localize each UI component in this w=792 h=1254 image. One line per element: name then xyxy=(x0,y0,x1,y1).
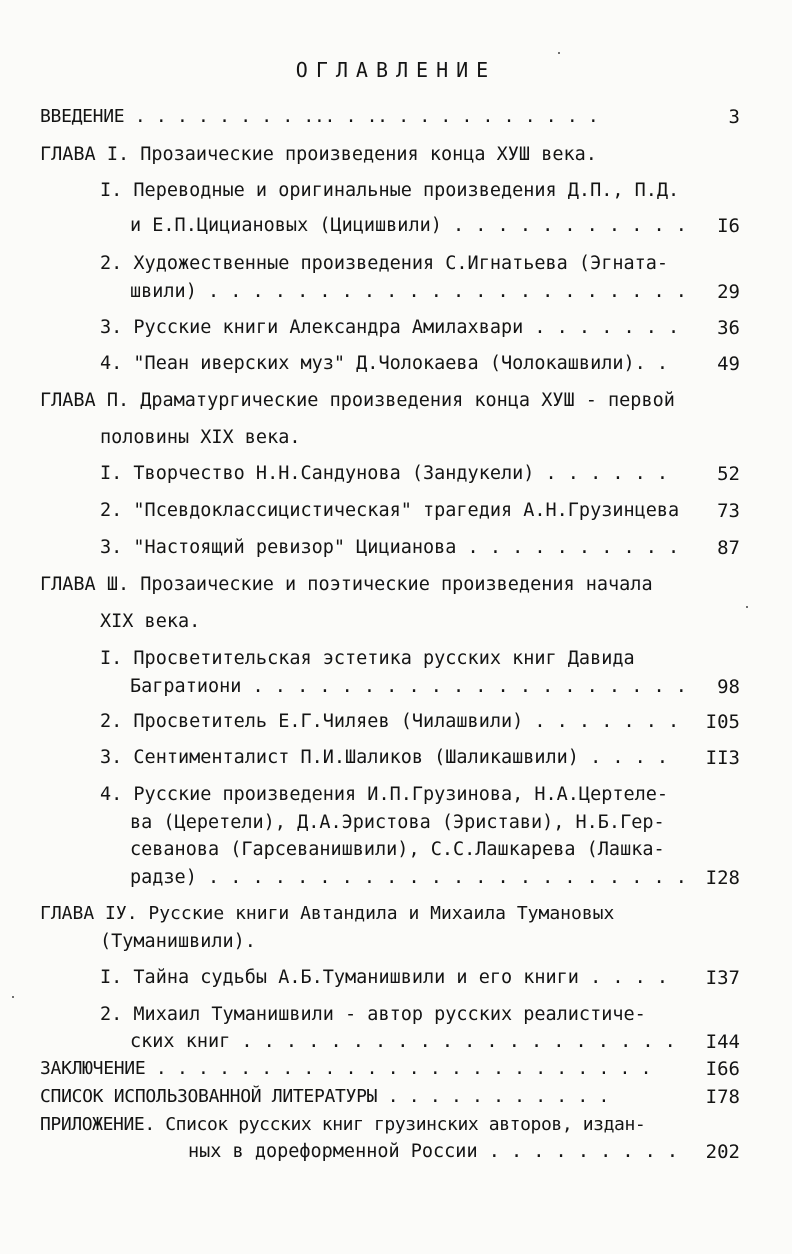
toc-ch4-section-2-page: I44 xyxy=(705,1031,740,1053)
scan-speck xyxy=(558,52,560,54)
toc-appendix: ПРИЛОЖЕНИЕ. Список русских книг грузинских авторов, издан- xyxy=(40,1114,646,1135)
toc-chapter-1: ГЛАВА I. Прозаические произведения конца ХУШ века. xyxy=(40,144,597,165)
toc-ch3-section-2: 2. Просветитель Е.Г.Чиляев (Чилашвили) . . . . . . . xyxy=(100,711,680,732)
toc-ch1-section-1: I. Переводные и оригинальные произведения Д.П., П.Д. xyxy=(100,180,680,201)
toc-chapter-4: ГЛАВА IУ. Русские книги Автандила и Михаила Тумановых xyxy=(40,903,615,924)
toc-ch2-section-1: I. Творчество Н.Н.Сандунова (Зандукели) . . . . . . xyxy=(100,463,669,484)
toc-ch1-section-4: 4. "Пеан иверских муз" Д.Чолокаева (Чолокашвили). . xyxy=(100,353,669,374)
toc-intro: ВВЕДЕНИЕ . . . . . . . . ... . .. . . . . . . . . . . xyxy=(40,106,599,127)
toc-ch3-section-4-cont-3: радзе) . . . . . . . . . . . . . . . . . . . . . . xyxy=(130,867,687,888)
toc-bibliography-page: I78 xyxy=(705,1086,740,1108)
toc-ch1-section-3-page: 36 xyxy=(717,317,740,339)
toc-ch1-section-2-cont: швили) . . . . . . . . . . . . . . . . . . . . . . xyxy=(130,281,687,302)
toc-ch3-section-1-page: 98 xyxy=(717,676,740,698)
page-title: ОГЛАВЛЕНИЕ xyxy=(295,58,497,82)
scan-speck xyxy=(12,996,14,998)
toc-ch3-section-4-page: I28 xyxy=(705,867,740,889)
toc-ch3-section-4: 4. Русские произведения И.П.Грузинова, Н.А.Цертеле- xyxy=(100,784,669,805)
toc-ch2-section-2: 2. "Псевдоклассицистическая" трагедия А.Н.Грузинцева xyxy=(100,500,680,521)
scan-speck xyxy=(746,606,748,608)
toc-ch3-section-2-page: I05 xyxy=(705,711,740,733)
toc-ch4-section-2: 2. Михаил Туманишвили - автор русских реалистиче- xyxy=(100,1004,646,1025)
toc-intro-page: 3 xyxy=(728,106,740,128)
toc-conclusion: ЗАКЛЮЧЕНИЕ . . . . . . . . . . . . . . . . . . . . . . . . xyxy=(40,1058,652,1079)
toc-ch1-section-2-page: 29 xyxy=(717,281,740,303)
toc-ch1-section-2: 2. Художественные произведения С.Игнатьева (Эгната- xyxy=(100,253,669,274)
toc-ch1-section-3: 3. Русские книги Александра Амилахвари . . . . . . . xyxy=(100,317,680,338)
toc-ch2-section-3: 3. "Настоящий ревизор" Цицианова . . . . . . . . . . xyxy=(100,537,680,558)
toc-conclusion-page: I66 xyxy=(705,1058,740,1080)
toc-ch2-section-3-page: 87 xyxy=(717,537,740,559)
toc-chapter-3-cont: XIX века. xyxy=(100,611,201,632)
toc-chapter-2: ГЛАВА П. Драматургические произведения конца ХУШ - первой xyxy=(40,390,675,411)
toc-chapter-4-cont: (Туманишвили). xyxy=(100,931,256,952)
toc-ch3-section-3: 3. Сентименталист П.И.Шаликов (Шаликашвили) . . . . xyxy=(100,747,669,768)
toc-ch1-section-1-page: I6 xyxy=(717,215,740,237)
toc-ch3-section-1: I. Просветительская эстетика русских книг Давида xyxy=(100,648,635,669)
toc-ch2-section-2-page: 73 xyxy=(717,500,740,522)
toc-ch4-section-2-cont: ских книг . . . . . . . . . . . . . . . . . . . . xyxy=(130,1031,676,1052)
toc-ch3-section-1-cont: Багратиони . . . . . . . . . . . . . . . . . . . . xyxy=(130,676,687,697)
toc-appendix-cont: ных в дореформенной России . . . . . . . . . xyxy=(188,1141,679,1162)
toc-ch3-section-4-cont-1: ва (Церетели), Д.А.Эристова (Эристави), Н.Б.Гер- xyxy=(130,812,665,833)
toc-ch1-section-4-page: 49 xyxy=(717,353,740,375)
toc-ch4-section-1: I. Тайна судьбы А.Б.Туманишвили и его книги . . . . xyxy=(100,967,669,988)
toc-bibliography: СПИСОК ИСПОЛЬЗОВАННОЙ ЛИТЕРАТУРЫ . . . . . . . . . . . xyxy=(40,1086,609,1107)
toc-ch2-section-1-page: 52 xyxy=(717,463,740,485)
toc-ch3-section-3-page: II3 xyxy=(705,747,740,769)
toc-appendix-page: 202 xyxy=(705,1141,740,1163)
toc-chapter-2-cont: половины XIX века. xyxy=(100,427,301,448)
toc-chapter-3: ГЛАВА Ш. Прозаические и поэтические произведения начала xyxy=(40,574,653,595)
toc-ch1-section-1-cont: и Е.П.Цициановых (Цицишвили) . . . . . . . . . . . xyxy=(130,215,687,236)
toc-ch3-section-4-cont-2: севанова (Гарсеванишвили), С.С.Лашкарева (Лашка- xyxy=(130,839,665,860)
toc-ch4-section-1-page: I37 xyxy=(705,967,740,989)
